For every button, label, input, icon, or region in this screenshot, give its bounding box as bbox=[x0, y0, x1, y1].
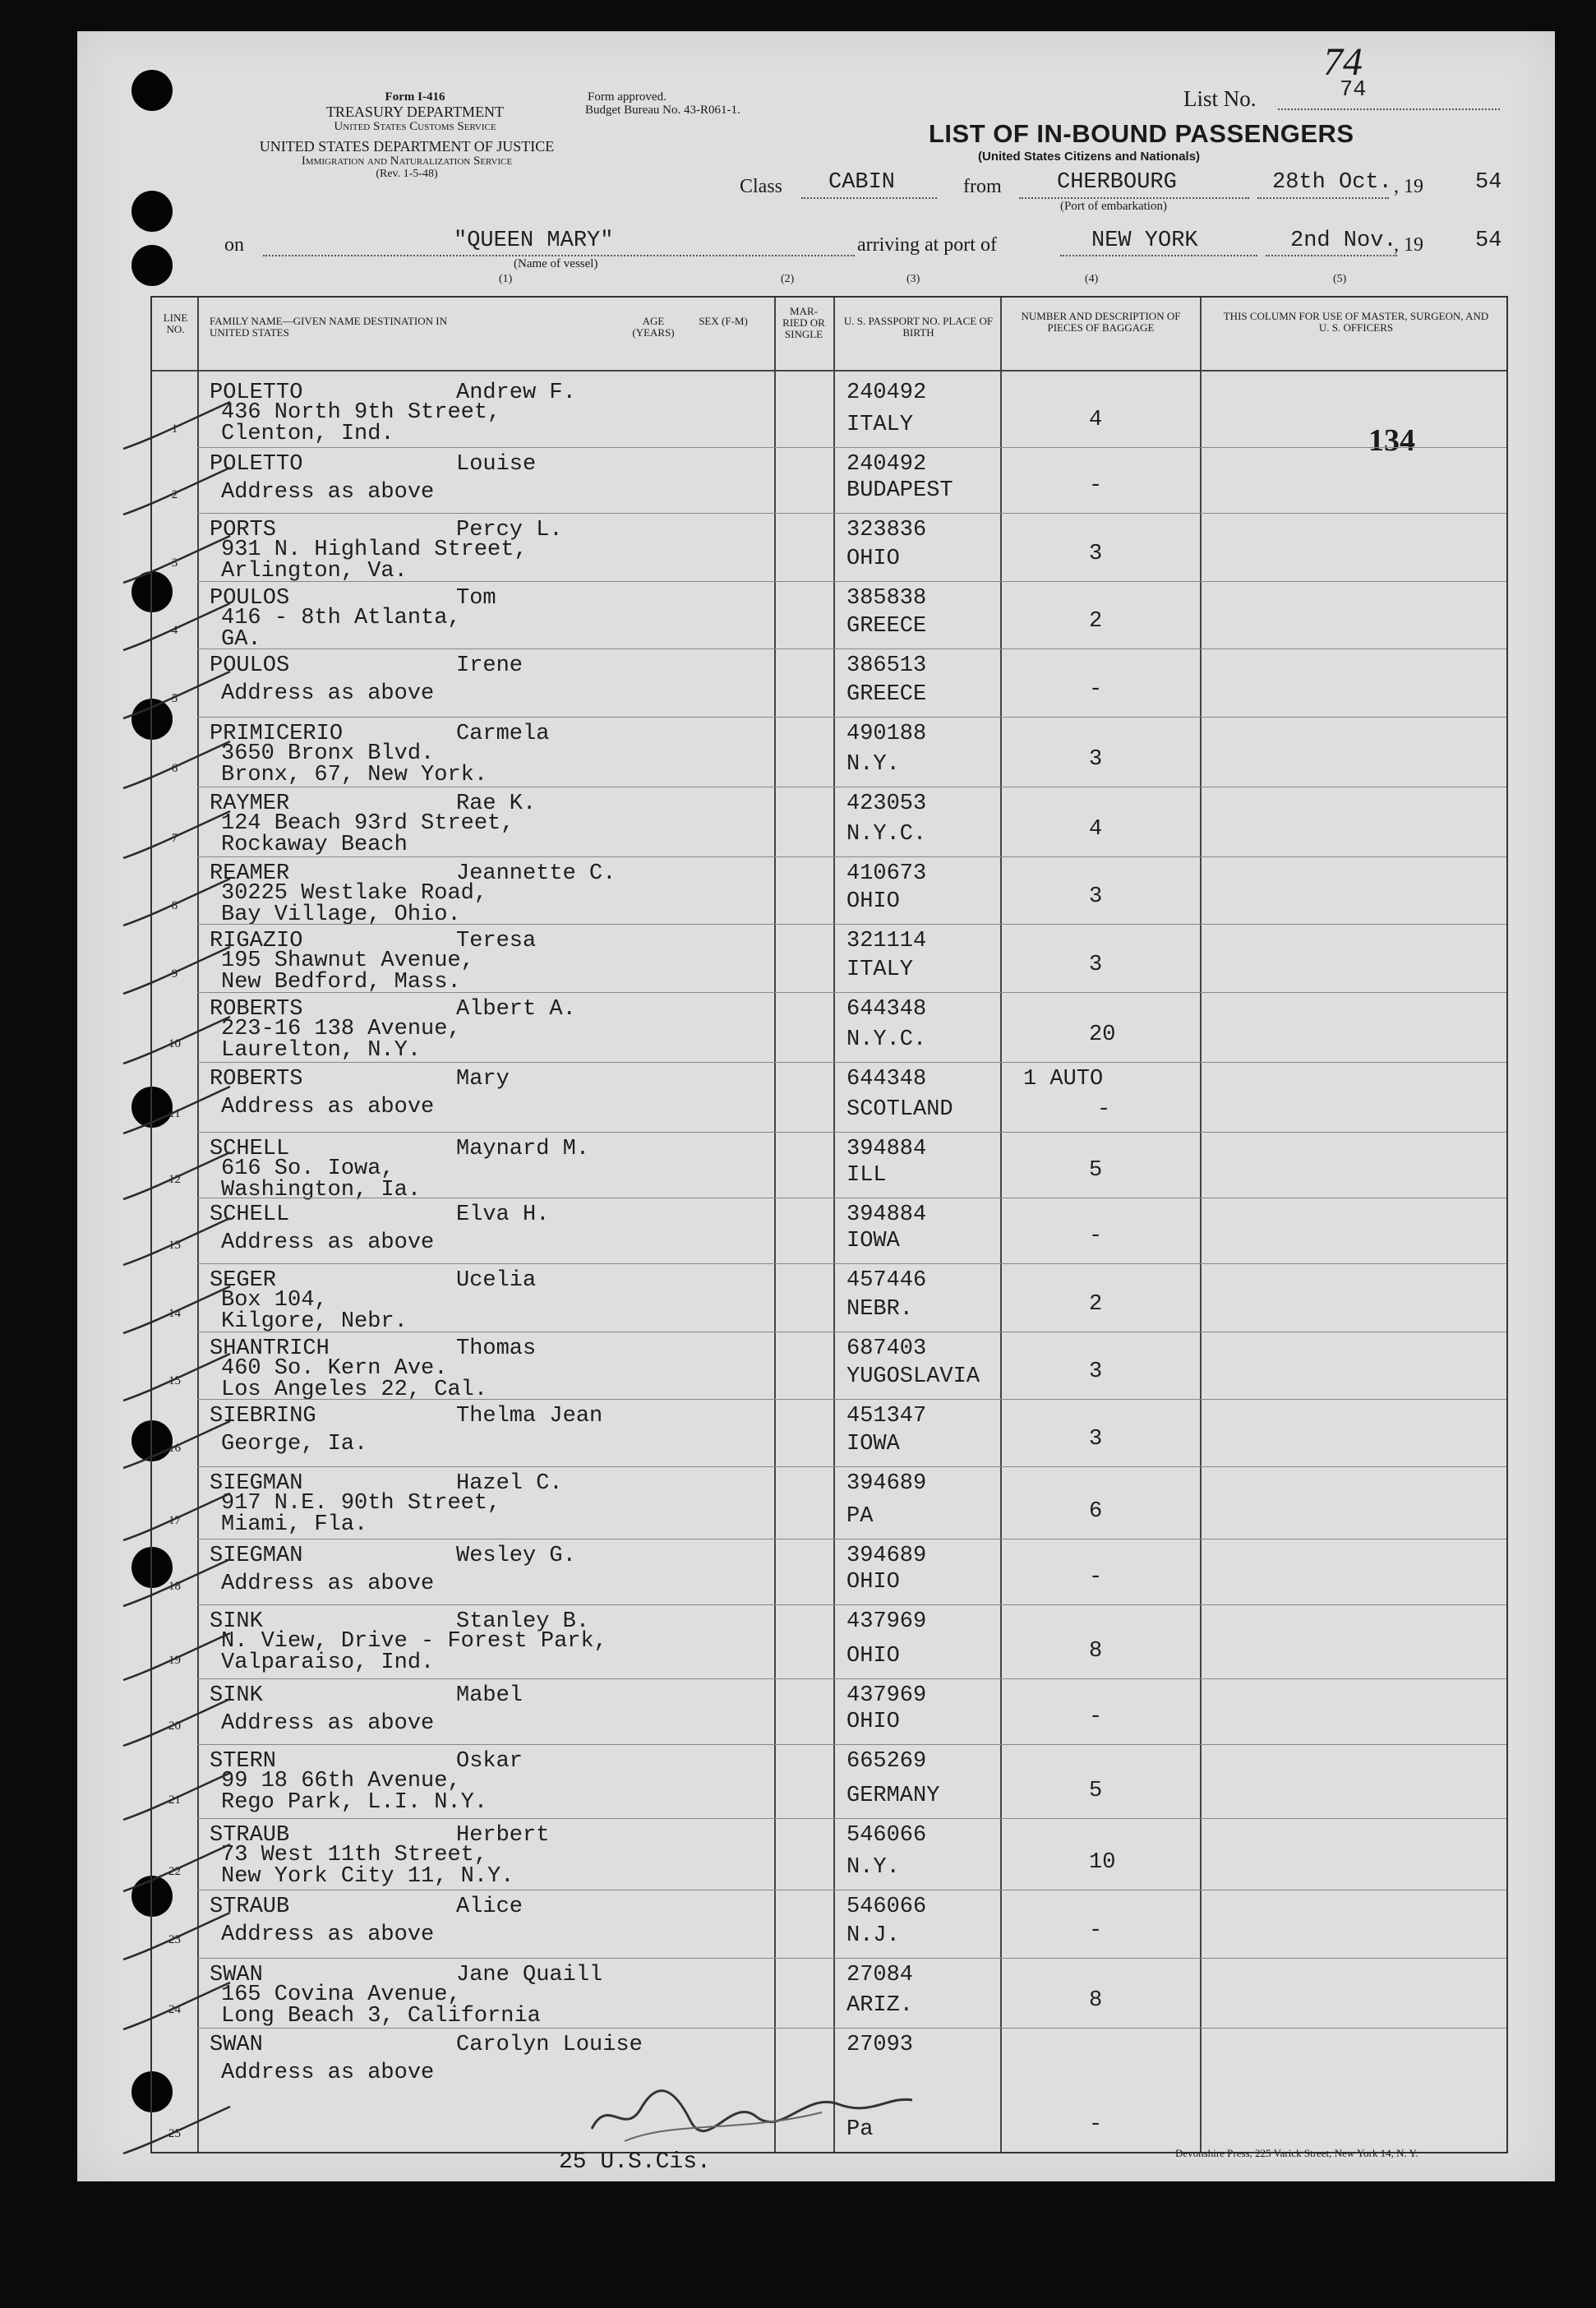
table-row bbox=[152, 447, 1506, 513]
binder-hole bbox=[131, 70, 173, 111]
row-number: 9 bbox=[171, 967, 178, 981]
address-line-1: 223-16 138 Avenue, bbox=[221, 1017, 461, 1041]
baggage-count: - bbox=[1089, 677, 1103, 702]
col-number-5: (5) bbox=[1333, 273, 1347, 285]
class-label: Class bbox=[740, 176, 783, 197]
row-number: 20 bbox=[168, 1719, 181, 1733]
passport-number: 546066 bbox=[846, 1895, 927, 1919]
place-of-birth: PA bbox=[846, 1504, 874, 1529]
place-of-birth: GREECE bbox=[846, 614, 927, 639]
place-of-birth: N.Y. bbox=[846, 1855, 900, 1880]
row-number: 5 bbox=[171, 692, 178, 705]
passport-number: 27084 bbox=[846, 1963, 914, 1987]
place-of-birth: OHIO bbox=[846, 1644, 900, 1669]
family-name: ROBERTS bbox=[210, 997, 303, 1022]
address-line-1: 931 N. Highland Street, bbox=[221, 538, 528, 562]
address-line-1: 195 Shawnut Avenue, bbox=[221, 949, 474, 973]
col-number-1: (1) bbox=[499, 273, 513, 285]
arrival-port-line bbox=[1060, 255, 1257, 256]
passport-number: 644348 bbox=[846, 1067, 927, 1092]
baggage-count: 5 bbox=[1089, 1158, 1103, 1183]
passport-number: 240492 bbox=[846, 381, 927, 405]
address-line-1: Box 104, bbox=[221, 1288, 328, 1313]
table-row bbox=[152, 1604, 1506, 1678]
table-row bbox=[152, 1539, 1506, 1604]
given-name: Elva H. bbox=[456, 1202, 550, 1227]
row-divider bbox=[197, 1958, 1506, 1959]
from-value: CHERBOURG bbox=[1057, 170, 1177, 195]
row-number: 4 bbox=[171, 624, 178, 637]
row-divider bbox=[197, 1466, 1506, 1467]
row-number: 2 bbox=[171, 488, 178, 501]
table-row bbox=[152, 1466, 1506, 1539]
baggage-count: - bbox=[1089, 1224, 1103, 1249]
place-of-birth: YUGOSLAVIA bbox=[846, 1364, 980, 1389]
row-number: 17 bbox=[168, 1514, 181, 1527]
table-row bbox=[152, 924, 1506, 995]
given-name: Albert A. bbox=[456, 997, 576, 1022]
table-row bbox=[152, 1332, 1506, 1402]
given-name: Stanley B. bbox=[456, 1609, 590, 1634]
baggage-count: 6 bbox=[1089, 1499, 1103, 1524]
place-of-birth: N.J. bbox=[846, 1923, 900, 1948]
row-number: 11 bbox=[168, 1107, 181, 1120]
form-header-doj bbox=[222, 138, 592, 181]
passport-number: 27093 bbox=[846, 2033, 914, 2057]
table-row bbox=[152, 1818, 1506, 1890]
family-name: SWAN bbox=[210, 1963, 263, 1987]
arrival-date: 2nd Nov. bbox=[1290, 228, 1397, 253]
given-name: Tom bbox=[456, 586, 496, 611]
given-name: Herbert bbox=[456, 1823, 550, 1848]
list-no-line bbox=[1278, 108, 1500, 110]
place-of-birth: Pa bbox=[846, 2117, 874, 2142]
given-name: Carolyn Louise bbox=[456, 2033, 643, 2057]
th-officers: THIS COLUMN FOR USE OF MASTER, SURGEON, AND U. S. OFFICERS bbox=[1223, 310, 1489, 334]
baggage-count: 3 bbox=[1089, 884, 1103, 909]
baggage-count: 10 bbox=[1089, 1850, 1116, 1875]
binder-hole bbox=[131, 245, 173, 286]
port-embark-caption: (Port of embarkation) bbox=[1060, 200, 1167, 213]
address-line-1: 30225 Westlake Road, bbox=[221, 881, 488, 906]
passport-number: 410673 bbox=[846, 861, 927, 886]
row-number: 13 bbox=[168, 1239, 181, 1252]
vessel-caption: (Name of vessel) bbox=[514, 257, 598, 270]
passport-number: 394884 bbox=[846, 1202, 927, 1227]
rev-label: (Rev. 1-5-48) bbox=[376, 168, 438, 180]
table-row bbox=[152, 856, 1506, 927]
given-name: Louise bbox=[456, 452, 537, 477]
table-row bbox=[152, 1399, 1506, 1466]
address-line-1: 73 West 11th Street, bbox=[221, 1843, 488, 1867]
header-divider bbox=[152, 370, 1506, 372]
table-row bbox=[152, 581, 1506, 652]
depart-date: 28th Oct. bbox=[1272, 170, 1392, 195]
table-row bbox=[152, 1890, 1506, 1958]
passenger-table bbox=[150, 296, 1508, 2153]
arriving-label: arriving at port of bbox=[857, 234, 997, 256]
baggage-count-2: - bbox=[1097, 1097, 1111, 1122]
family-name: SIEGMAN bbox=[210, 1471, 303, 1496]
budget-bureau: Budget Bureau No. 43-R061-1. bbox=[585, 104, 740, 117]
th-sex: SEX (F-M) bbox=[699, 315, 748, 327]
baggage-count: 3 bbox=[1089, 747, 1103, 772]
list-no-handwritten: 74 bbox=[1323, 40, 1363, 84]
table-row bbox=[152, 717, 1506, 787]
arrival-year-prefix: , 19 bbox=[1394, 234, 1423, 256]
table-row bbox=[152, 1062, 1506, 1132]
passport-number: 437969 bbox=[846, 1683, 927, 1708]
family-name: SINK bbox=[210, 1609, 263, 1634]
address-line-2: New Bedford, Mass. bbox=[221, 970, 461, 995]
passport-number: 423053 bbox=[846, 792, 927, 816]
row-number: 21 bbox=[168, 1793, 181, 1807]
passport-number: 437969 bbox=[846, 1609, 927, 1634]
place-of-birth: OHIO bbox=[846, 1570, 900, 1595]
passport-number: 394689 bbox=[846, 1471, 927, 1496]
list-no-value: 74 bbox=[1340, 78, 1367, 103]
printer-credit: Devonshire Press, 225 Varick Street, New York 14, N. Y. bbox=[1175, 2147, 1418, 2159]
baggage-count: 20 bbox=[1089, 1022, 1116, 1047]
passport-number: 644348 bbox=[846, 997, 927, 1022]
passport-number: 323836 bbox=[846, 518, 927, 542]
address-line-2: Rego Park, L.I. N.Y. bbox=[221, 1790, 488, 1815]
row-number: 7 bbox=[171, 832, 178, 845]
address-line-2: Washington, Ia. bbox=[221, 1178, 422, 1202]
given-name: Oskar bbox=[456, 1749, 524, 1774]
family-name: SIEGMAN bbox=[210, 1544, 303, 1568]
baggage-count: 2 bbox=[1089, 609, 1103, 634]
row-divider bbox=[197, 992, 1506, 993]
given-name: Mary bbox=[456, 1067, 510, 1092]
table-row bbox=[152, 1958, 1506, 2028]
family-name: PORTS bbox=[210, 518, 277, 542]
doj-label: UNITED STATES DEPARTMENT OF JUSTICE bbox=[259, 138, 555, 155]
passport-number: 687403 bbox=[846, 1336, 927, 1361]
passport-number: 394689 bbox=[846, 1544, 927, 1568]
th-passport: U. S. PASSPORT NO. PLACE OF BIRTH bbox=[843, 315, 994, 339]
arrival-port: NEW YORK bbox=[1091, 228, 1198, 253]
vessel-name: "QUEEN MARY" bbox=[454, 228, 614, 253]
family-name: RAYMER bbox=[210, 792, 290, 816]
officer-note: 134 bbox=[1368, 423, 1415, 458]
place-of-birth: ARIZ. bbox=[846, 1993, 914, 2018]
class-line bbox=[801, 197, 937, 199]
baggage-count: - bbox=[1089, 473, 1103, 498]
address-line-1: 616 So. Iowa, bbox=[221, 1156, 394, 1181]
address-line-2: Arlington, Va. bbox=[221, 559, 408, 584]
row-number: 3 bbox=[171, 556, 178, 570]
customs-label: United States Customs Service bbox=[334, 120, 496, 133]
depart-year-prefix: , 19 bbox=[1394, 176, 1423, 197]
treasury-label: TREASURY DEPARTMENT bbox=[325, 104, 505, 120]
baggage-count: 3 bbox=[1089, 1359, 1103, 1384]
family-name: SIEBRING bbox=[210, 1404, 316, 1429]
page-title: LIST OF IN-BOUND PASSENGERS bbox=[929, 119, 1354, 148]
family-name: STERN bbox=[210, 1749, 277, 1774]
passport-number: 451347 bbox=[846, 1404, 927, 1429]
row-number: 15 bbox=[168, 1374, 181, 1387]
place-of-birth: N.Y.C. bbox=[846, 822, 927, 847]
address-line-1: N. View, Drive - Forest Park, bbox=[221, 1629, 607, 1654]
col-number-2: (2) bbox=[781, 273, 795, 285]
address-line-1: 416 - 8th Atlanta, bbox=[221, 606, 461, 630]
row-divider bbox=[197, 856, 1506, 857]
address-line-2: Bay Village, Ohio. bbox=[221, 902, 461, 927]
col-number-3: (3) bbox=[906, 273, 920, 285]
family-name: SWAN bbox=[210, 2033, 263, 2057]
th-age: AGE (YEARS) bbox=[632, 315, 675, 339]
place-of-birth: OHIO bbox=[846, 547, 900, 571]
row-divider bbox=[197, 1678, 1506, 1679]
row-divider bbox=[197, 1263, 1506, 1264]
family-name: SINK bbox=[210, 1683, 263, 1708]
address-line-1: 124 Beach 93rd Street, bbox=[221, 811, 514, 836]
row-number: 16 bbox=[168, 1442, 181, 1455]
depart-date-line bbox=[1257, 197, 1389, 199]
row-number: 19 bbox=[168, 1654, 181, 1667]
row-divider bbox=[197, 513, 1506, 514]
place-of-birth: N.Y.C. bbox=[846, 1027, 927, 1052]
row-number: 1 bbox=[171, 422, 178, 436]
address-line-1: 436 North 9th Street, bbox=[221, 400, 501, 425]
given-name: Rae K. bbox=[456, 792, 537, 816]
baggage-count: 3 bbox=[1089, 1427, 1103, 1452]
address-line-2: Kilgore, Nebr. bbox=[221, 1309, 408, 1334]
given-name: Teresa bbox=[456, 929, 537, 953]
place-of-birth: GREECE bbox=[846, 682, 927, 707]
address-line-1: 917 N.E. 90th Street, bbox=[221, 1491, 501, 1516]
ins-label: Immigration and Naturalization Service bbox=[301, 155, 513, 168]
family-name: POLETTO bbox=[210, 452, 303, 477]
family-name: POULOS bbox=[210, 653, 290, 678]
address-line-2: Long Beach 3, California bbox=[221, 2004, 541, 2029]
given-name: Wesley G. bbox=[456, 1544, 576, 1568]
given-name: Thelma Jean bbox=[456, 1404, 603, 1429]
baggage-count: - bbox=[1089, 1565, 1103, 1590]
on-label: on bbox=[224, 234, 244, 256]
row-divider bbox=[197, 1399, 1506, 1400]
th-baggage: NUMBER AND DESCRIPTION OF PIECES OF BAGGAGE bbox=[1021, 310, 1181, 334]
given-name: Alice bbox=[456, 1895, 524, 1919]
address-line-2: Bronx, 67, New York. bbox=[221, 763, 488, 787]
given-name: Irene bbox=[456, 653, 524, 678]
table-row bbox=[152, 1678, 1506, 1744]
family-name: SCHELL bbox=[210, 1137, 290, 1161]
vessel-line bbox=[263, 255, 855, 256]
signature-scribble-icon bbox=[575, 2071, 920, 2145]
family-name: STRAUB bbox=[210, 1823, 290, 1848]
th-married: MAR-RIED OR SINGLE bbox=[782, 305, 825, 340]
row-number: 23 bbox=[168, 1933, 181, 1946]
given-name: Andrew F. bbox=[456, 381, 576, 405]
given-name: Ucelia bbox=[456, 1268, 537, 1293]
row-divider bbox=[197, 924, 1506, 925]
baggage-count: 8 bbox=[1089, 1988, 1103, 2013]
family-name: POLETTO bbox=[210, 381, 303, 405]
baggage-count: 5 bbox=[1089, 1779, 1103, 1803]
passport-number: 386513 bbox=[846, 653, 927, 678]
baggage-count: 8 bbox=[1089, 1639, 1103, 1664]
baggage-count: - bbox=[1089, 1918, 1103, 1943]
baggage-count: 3 bbox=[1089, 953, 1103, 977]
given-name: Percy L. bbox=[456, 518, 563, 542]
row-divider bbox=[197, 1132, 1506, 1133]
place-of-birth: IOWA bbox=[846, 1432, 900, 1456]
address-line-1: Address as above bbox=[221, 1230, 435, 1255]
row-number: 25 bbox=[168, 2127, 181, 2140]
place-of-birth: BUDAPEST bbox=[846, 478, 953, 503]
passport-number: 385838 bbox=[846, 586, 927, 611]
given-name: Jane Quaill bbox=[456, 1963, 603, 1987]
class-value: CABIN bbox=[828, 170, 896, 195]
family-name: REAMER bbox=[210, 861, 290, 886]
family-name: PRIMICERIO bbox=[210, 722, 344, 746]
address-line-2: Miami, Fla. bbox=[221, 1512, 368, 1537]
table-row bbox=[152, 992, 1506, 1062]
family-name: RIGAZIO bbox=[210, 929, 303, 953]
row-number: 6 bbox=[171, 762, 178, 775]
table-row bbox=[152, 513, 1506, 584]
table-row bbox=[152, 1744, 1506, 1818]
row-number: 12 bbox=[168, 1173, 181, 1186]
from-label: from bbox=[963, 176, 1002, 197]
baggage-count: - bbox=[1089, 1705, 1103, 1729]
table-row bbox=[152, 376, 1506, 447]
address-line-1: Address as above bbox=[221, 480, 435, 505]
address-line-1: Address as above bbox=[221, 1711, 435, 1736]
row-divider bbox=[197, 1604, 1506, 1605]
binder-hole bbox=[131, 191, 173, 232]
page-subtitle: (United States Citizens and Nationals) bbox=[978, 150, 1201, 164]
given-name: Maynard M. bbox=[456, 1137, 590, 1161]
family-name: STRAUB bbox=[210, 1895, 290, 1919]
passport-number: 321114 bbox=[846, 929, 927, 953]
given-name: Thomas bbox=[456, 1336, 537, 1361]
arrival-year: 54 bbox=[1475, 228, 1502, 253]
place-of-birth: NEBR. bbox=[846, 1297, 914, 1322]
table-row bbox=[152, 1198, 1506, 1263]
table-row bbox=[152, 1263, 1506, 1332]
place-of-birth: OHIO bbox=[846, 889, 900, 914]
row-divider bbox=[197, 717, 1506, 718]
row-number: 10 bbox=[168, 1037, 181, 1050]
th-line-no: LINE NO. bbox=[163, 312, 188, 335]
row-divider bbox=[197, 1744, 1506, 1745]
baggage-count: 4 bbox=[1089, 817, 1103, 842]
depart-year: 54 bbox=[1475, 170, 1502, 195]
form-header-treasury bbox=[279, 90, 551, 133]
baggage-count: - bbox=[1089, 2112, 1103, 2137]
table-row bbox=[152, 787, 1506, 856]
row-divider bbox=[197, 1062, 1506, 1063]
place-of-birth: ILL bbox=[846, 1163, 887, 1188]
given-name: Hazel C. bbox=[456, 1471, 563, 1496]
place-of-birth: SCOTLAND bbox=[846, 1097, 953, 1122]
passport-number: 546066 bbox=[846, 1823, 927, 1848]
place-of-birth: GERMANY bbox=[846, 1784, 940, 1808]
address-line-2: Los Angeles 22, Cal. bbox=[221, 1378, 488, 1402]
arrival-date-line bbox=[1266, 255, 1397, 256]
family-name: SEGER bbox=[210, 1268, 277, 1293]
row-divider bbox=[197, 2028, 1506, 2029]
passport-number: 394884 bbox=[846, 1137, 927, 1161]
table-row bbox=[152, 649, 1506, 717]
address-line-1: Address as above bbox=[221, 681, 435, 706]
family-name: POULOS bbox=[210, 586, 290, 611]
passport-number: 665269 bbox=[846, 1749, 927, 1774]
form-approved: Form approved. bbox=[588, 90, 667, 104]
row-number: 14 bbox=[168, 1307, 181, 1320]
address-line-1: George, Ia. bbox=[221, 1432, 368, 1456]
citizen-count: 25 U.S.Cis. bbox=[559, 2149, 711, 2175]
address-line-1: 165 Covina Avenue, bbox=[221, 1983, 461, 2007]
row-number: 24 bbox=[168, 2003, 181, 2016]
list-no-label: List No. bbox=[1183, 86, 1257, 111]
baggage-count: 4 bbox=[1089, 408, 1103, 432]
family-name: SHANTRICH bbox=[210, 1336, 330, 1361]
row-number: 8 bbox=[171, 899, 178, 912]
row-divider bbox=[197, 1818, 1506, 1819]
given-name: Mabel bbox=[456, 1683, 524, 1708]
address-line-2: Clenton, Ind. bbox=[221, 422, 394, 446]
row-number: 22 bbox=[168, 1865, 181, 1878]
place-of-birth: N.Y. bbox=[846, 752, 900, 777]
table-row bbox=[152, 1132, 1506, 1202]
family-name: SCHELL bbox=[210, 1202, 290, 1227]
row-number: 18 bbox=[168, 1580, 181, 1593]
address-line-1: 460 So. Kern Ave. bbox=[221, 1356, 448, 1381]
address-line-2: Valparaiso, Ind. bbox=[221, 1650, 435, 1675]
address-line-1: Address as above bbox=[221, 1923, 435, 1947]
address-line-1: 3650 Bronx Blvd. bbox=[221, 741, 435, 766]
check-mark-icon bbox=[119, 2103, 234, 2160]
place-of-birth: IOWA bbox=[846, 1229, 900, 1253]
row-divider bbox=[197, 447, 1506, 448]
row-divider bbox=[197, 581, 1506, 582]
address-line-1: Address as above bbox=[221, 1572, 435, 1596]
passport-number: 457446 bbox=[846, 1268, 927, 1293]
form-number: Form I-416 bbox=[385, 90, 445, 104]
address-line-1: Address as above bbox=[221, 1095, 435, 1119]
place-of-birth: OHIO bbox=[846, 1710, 900, 1734]
address-line-2: GA. bbox=[221, 627, 261, 652]
address-line-2: Rockaway Beach bbox=[221, 833, 408, 857]
family-name: ROBERTS bbox=[210, 1067, 303, 1092]
address-line-2: Laurelton, N.Y. bbox=[221, 1038, 422, 1063]
from-line bbox=[1019, 197, 1249, 199]
baggage-count: 2 bbox=[1089, 1292, 1103, 1317]
th-name: FAMILY NAME—GIVEN NAME DESTINATION IN UNITED STATES bbox=[210, 315, 448, 339]
col-number-4: (4) bbox=[1085, 273, 1099, 285]
given-name: Carmela bbox=[456, 722, 550, 746]
given-name: Jeannette C. bbox=[456, 861, 616, 886]
inspector-signature bbox=[575, 2071, 920, 2145]
baggage-count: 3 bbox=[1089, 542, 1103, 566]
passport-number: 240492 bbox=[846, 452, 927, 477]
place-of-birth: ITALY bbox=[846, 413, 914, 437]
place-of-birth: ITALY bbox=[846, 958, 914, 982]
address-line-1: 99 18 66th Avenue, bbox=[221, 1769, 461, 1793]
baggage-count: 1 AUTO bbox=[1023, 1067, 1104, 1092]
address-line-1: Address as above bbox=[221, 2061, 435, 2085]
address-line-2: New York City 11, N.Y. bbox=[221, 1864, 514, 1889]
passport-number: 490188 bbox=[846, 722, 927, 746]
